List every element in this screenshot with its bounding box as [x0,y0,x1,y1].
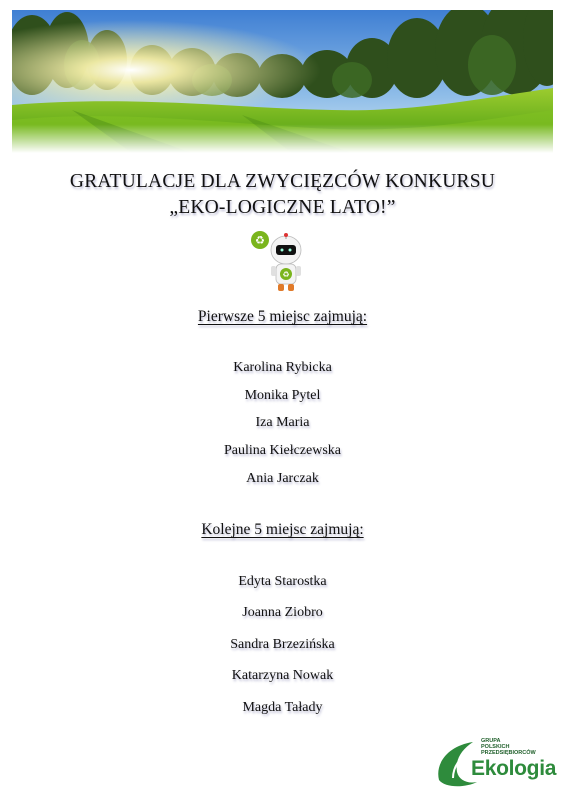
title-line-2: „EKO-LOGICZNE LATO!” [169,197,396,218]
winner-name: Edyta Starostka [238,574,327,589]
winner-name: Iza Maria [255,415,310,430]
winner-name: Joanna Ziobro [242,605,323,620]
banner-image [12,10,553,153]
logo-caption: GRUPA POLSKICH PRZEDSIĘBIORCÓW [481,738,536,757]
eco-mascot-icon [246,228,310,298]
winner-name: Karolina Rybicka [233,360,332,375]
winner-name: Katarzyna Nowak [231,668,334,683]
winner-name: Monika Pytel [244,388,321,403]
svg-text:♻: ♻ [255,234,265,247]
winner-name: Magda Tałady [242,700,323,715]
winner-name: Sandra Brzezińska [230,637,335,652]
logo-wordmark: Ekologia [471,757,557,780]
section-1-heading: Pierwsze 5 miejsc zajmują: [197,308,368,325]
section-2-heading: Kolejne 5 miejsc zajmują: [201,521,364,538]
winner-name: Paulina Kiełczewska [223,443,341,458]
winner-name: Ania Jarczak [246,471,319,486]
title-line-1: GRATULACJE DLA ZWYCIĘZCÓW KONKURSU [69,171,496,192]
svg-text:♻: ♻ [282,270,290,279]
